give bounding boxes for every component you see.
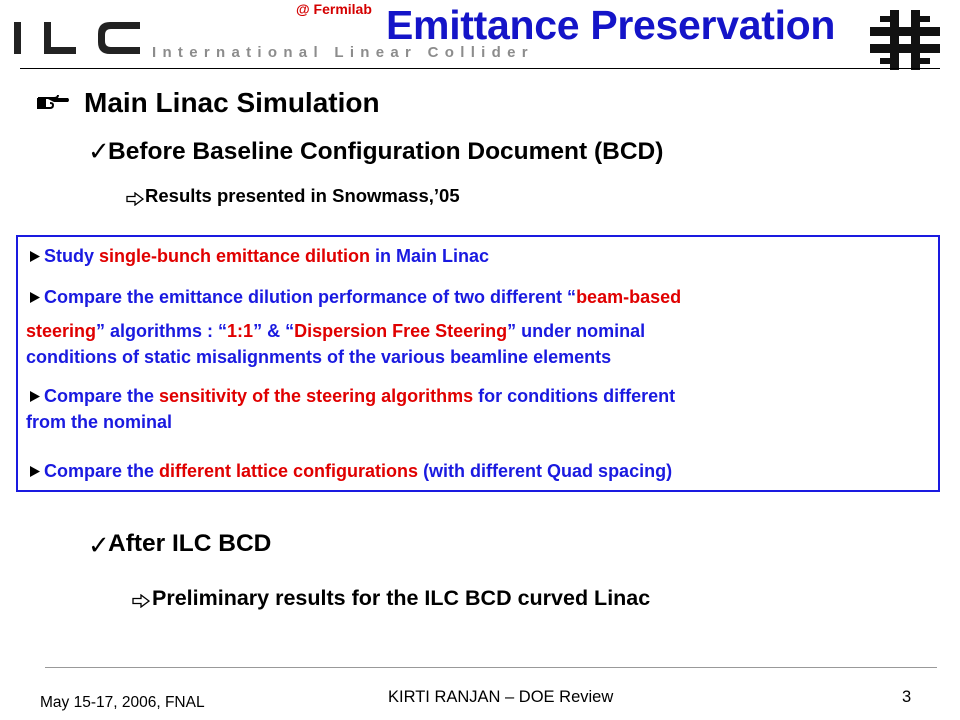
goal-item-3-line-2: from the nominal: [26, 412, 173, 432]
checkmark-icon: ✓: [88, 136, 110, 166]
hollow-arrow-icon: [126, 192, 144, 206]
triangle-bullet-icon: [30, 466, 40, 477]
header-divider: [20, 68, 940, 69]
study-goals-box: [16, 235, 940, 492]
footer-date: May 15-17, 2006, FNAL: [40, 694, 205, 711]
triangle-bullet-icon: [30, 292, 40, 303]
goal-item-1: Study single-bunch emittance dilution in Main Linac: [30, 246, 489, 267]
ilc-logo-subtitle: International Linear Collider: [152, 44, 534, 61]
footer-author: KIRTI RANJAN – DOE Review: [388, 688, 614, 706]
slide-title: Emittance Preservation: [386, 2, 836, 48]
triangle-bullet-icon: [30, 391, 40, 402]
fermilab-logo: [870, 10, 940, 70]
snowmass-results: Results presented in Snowmass,’05: [145, 185, 460, 206]
hollow-arrow-icon: [132, 594, 150, 608]
page-number: 3: [902, 688, 912, 706]
goal-item-2-line-3: conditions of static misalignments of the various beamline elements: [26, 347, 612, 367]
preliminary-results: Preliminary results for the ILC BCD curved Linac: [152, 586, 651, 610]
goal-item-4: Compare the different lattice configurations (with different Quad spacing): [30, 461, 672, 482]
after-bcd-heading: After ILC BCD: [108, 530, 272, 557]
footer-divider: [45, 667, 937, 668]
goal-item-3: Compare the sensitivity of the steering algorithms for conditions different: [30, 386, 675, 407]
ilc-logo: [12, 8, 152, 68]
goal-item-2: Compare the emittance dilution performance of two different “beam-based: [30, 287, 681, 308]
goal-item-2-line-2: steering” algorithms : “1:1” & “Dispersion Free Steering” under nominal: [26, 321, 646, 341]
main-linac-heading: Main Linac Simulation: [84, 87, 380, 118]
checkmark-icon: ✓: [88, 530, 110, 560]
lab-tag: @ Fermilab: [296, 1, 372, 17]
before-bcd-heading: Before Baseline Configuration Document (BCD): [108, 138, 664, 165]
triangle-bullet-icon: [30, 251, 40, 262]
pointing-hand-icon: [36, 92, 70, 112]
